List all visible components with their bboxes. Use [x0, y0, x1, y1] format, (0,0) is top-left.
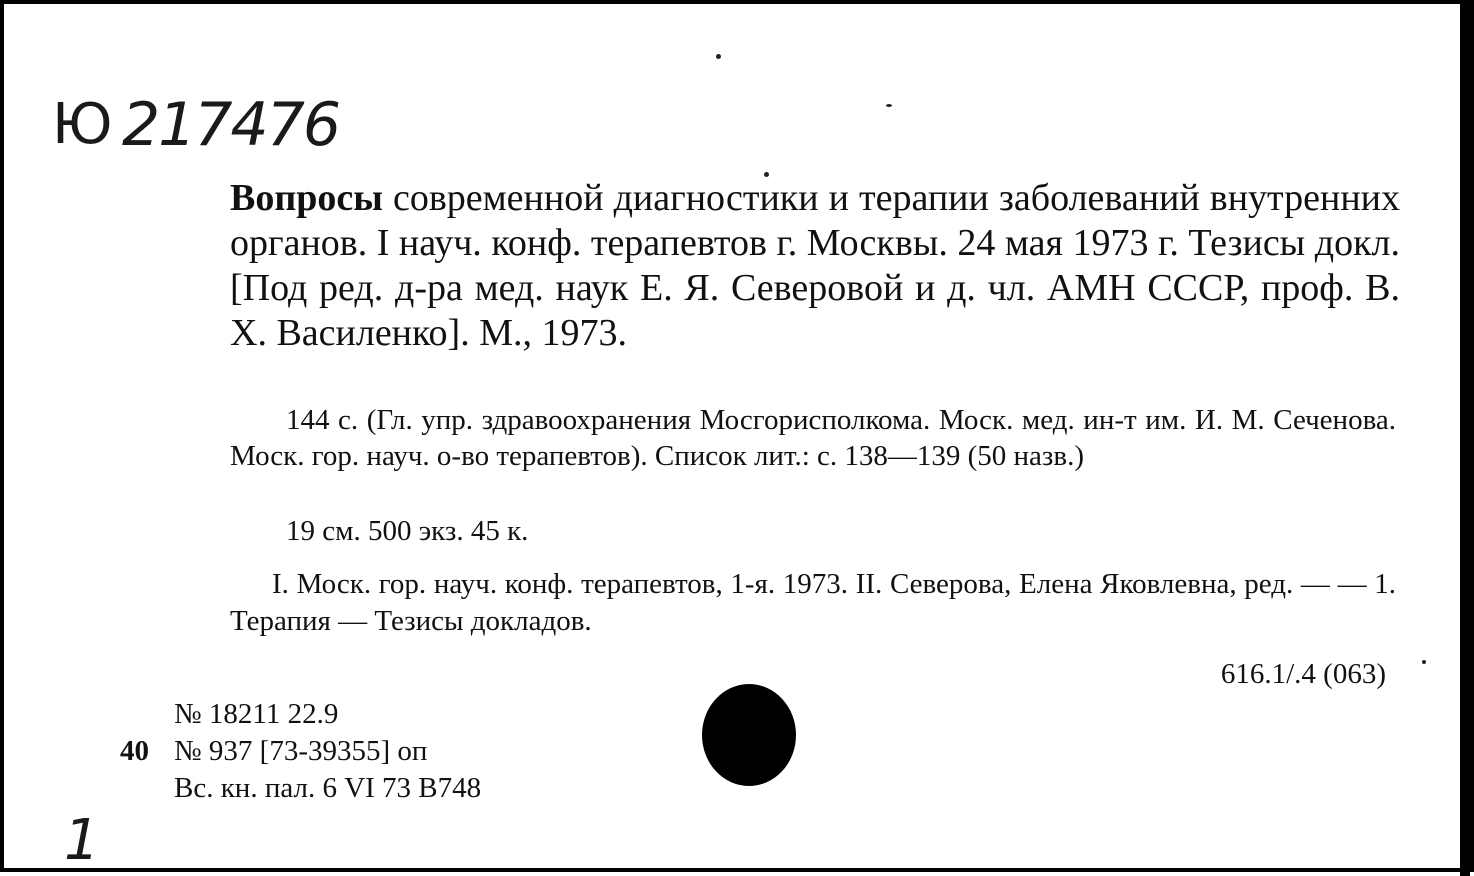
title-lead-word: Вопросы: [230, 177, 383, 219]
handwritten-mark: 1: [64, 808, 100, 873]
subject-tracings: I. Моск. гор. науч. конф. терапевтов, 1-я. 1973. II. Северова, Елена Яковлевна, ред. — — 1. Терапия — Тезисы докладов.: [230, 568, 1396, 637]
title-rest: современной диагностики и терапии заболеваний внутренних органов. I науч. конф. терапевтов г. Москвы. 24 мая 1973 г. Тезисы докл. [Под ред. д-ра мед. наук Е. Я. Северовой и д. чл. АМН СССР, проф. В. Х. Василенко]. М., 1973.: [230, 177, 1400, 354]
accession-line-3: Вс. кн. пал. 6 VI 73 В748: [174, 772, 482, 804]
punch-hole: [702, 684, 796, 786]
accession-line-1: № 18211 22.9: [174, 698, 339, 730]
classification-code: 616.1/.4 (063): [1220, 658, 1386, 690]
bibliographic-title: [230, 176, 1400, 356]
handwritten-call-number: 217476: [122, 90, 340, 160]
accession-prefix: 40: [120, 735, 149, 767]
physical-description: 144 с. (Гл. упр. здравоохранения Мосгорисполкома. Моск. мед. ин-т им. И. М. Сеченова. Моск. гор. науч. о-во терапевтов). Список лит.: с. 138—139 (50 назв.): [230, 404, 1396, 472]
format-line: 19 см. 500 экз. 45 к.: [286, 515, 529, 547]
handwritten-prefix: Ю: [52, 92, 109, 157]
ink-speck: [886, 104, 892, 107]
card-edge-shadow: [1460, 4, 1470, 876]
ink-speck: [1422, 660, 1426, 664]
ink-speck: [764, 172, 769, 177]
accession-info: [120, 696, 481, 807]
accession-line-2: 40 № 937 [73-39355] оп: [120, 733, 481, 770]
ink-speck: [716, 54, 721, 59]
